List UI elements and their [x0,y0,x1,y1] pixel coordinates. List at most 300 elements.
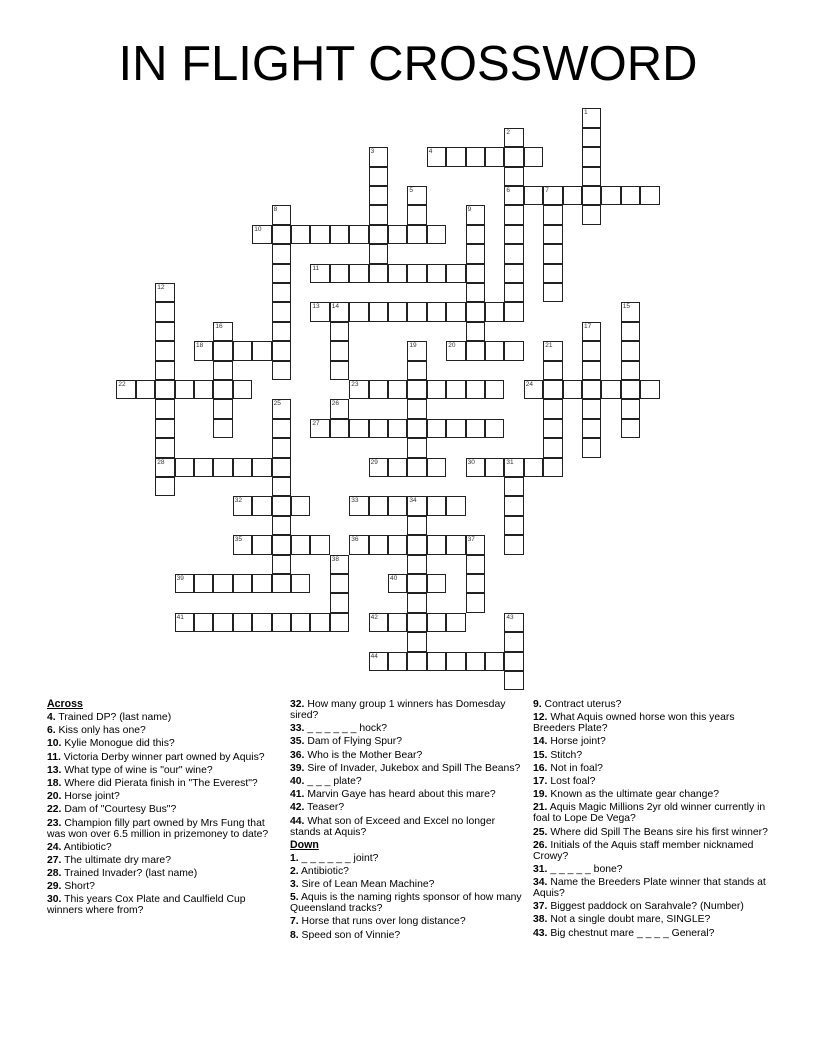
grid-cell[interactable] [407,652,426,671]
clue-number: 9 [467,206,472,214]
clue-item [533,864,773,875]
clue-text: Biggest paddock on Sarahvale? (Number) [547,901,744,913]
grid-cell[interactable] [233,341,252,360]
grid-cell[interactable] [388,613,407,632]
grid-cell[interactable] [485,652,504,671]
grid-cell[interactable] [427,147,446,166]
grid-cell[interactable] [582,205,601,224]
grid-cell[interactable] [466,574,485,593]
grid-cell[interactable] [543,399,562,418]
grid-cell[interactable] [407,302,426,321]
grid-cell[interactable] [155,419,174,438]
grid-cell[interactable] [349,419,368,438]
grid-cell[interactable] [446,652,465,671]
grid-cell[interactable] [524,380,543,399]
clue-number: 13 [312,303,320,311]
grid-cell[interactable] [543,419,562,438]
grid-cell[interactable] [369,419,388,438]
clue-number: 29 [370,458,378,466]
grid-cell[interactable] [388,535,407,554]
grid-cell[interactable] [369,458,388,477]
grid-cell[interactable] [601,380,620,399]
grid-cell[interactable] [388,419,407,438]
grid-cell[interactable] [466,341,485,360]
grid-cell[interactable] [446,302,465,321]
grid-cell[interactable] [388,225,407,244]
grid-cell[interactable] [252,613,271,632]
grid-cell[interactable] [194,613,213,632]
clue-text: Kiss only has one? [55,725,146,737]
grid-cell[interactable] [175,613,194,632]
clue-text: Speed son of Vinnie? [298,929,401,941]
grid-cell[interactable] [504,147,523,166]
grid-cell[interactable] [621,361,640,380]
grid-cell[interactable] [155,361,174,380]
grid-cell[interactable] [233,535,252,554]
grid-cell[interactable] [272,613,291,632]
grid-cell[interactable] [621,186,640,205]
grid-cell[interactable] [446,264,465,283]
grid-cell[interactable] [543,283,562,302]
grid-cell[interactable] [213,419,232,438]
grid-cell[interactable] [272,458,291,477]
grid-cell[interactable] [427,574,446,593]
grid-cell[interactable] [272,283,291,302]
grid-cell[interactable] [330,264,349,283]
clue-number-label: 7. [290,916,299,928]
clue-text: Contract uterus? [541,699,622,710]
grid-cell[interactable] [621,302,640,321]
clue-number: 32 [234,497,243,505]
clue-number-label: 13. [47,764,62,776]
grid-cell[interactable] [582,419,601,438]
grid-cell[interactable] [504,186,523,205]
grid-cell[interactable] [407,205,426,224]
clue-number: 26 [331,400,340,408]
grid-cell[interactable] [272,302,291,321]
grid-cell[interactable] [407,186,426,205]
grid-cell[interactable] [310,225,329,244]
grid-cell[interactable] [272,399,291,418]
grid-cell[interactable] [272,205,291,224]
grid-cell[interactable] [252,341,271,360]
grid-cell[interactable] [330,361,349,380]
clue-number: 20 [448,342,456,350]
grid-cell[interactable] [524,147,543,166]
grid-cell[interactable] [388,302,407,321]
grid-cell[interactable] [582,341,601,360]
grid-cell[interactable] [407,341,426,360]
grid-cell[interactable] [155,380,174,399]
grid-cell[interactable] [213,341,232,360]
grid-cell[interactable] [485,380,504,399]
grid-cell[interactable] [213,458,232,477]
grid-cell[interactable] [272,419,291,438]
grid-cell[interactable] [233,574,252,593]
grid-cell[interactable] [466,458,485,477]
clue-number: 30 [467,458,475,466]
grid-cell[interactable] [233,380,252,399]
grid-cell[interactable] [582,186,601,205]
grid-cell[interactable] [252,535,271,554]
grid-cell[interactable] [310,264,329,283]
grid-cell[interactable] [563,380,582,399]
grid-cell[interactable] [310,535,329,554]
grid-cell[interactable] [291,496,310,515]
grid-cell[interactable] [504,128,523,147]
grid-cell[interactable] [446,613,465,632]
grid-cell[interactable] [485,302,504,321]
grid-cell[interactable] [504,283,523,302]
grid-cell[interactable] [407,419,426,438]
clue-number-label: 33. [290,723,305,735]
grid-cell[interactable] [466,244,485,263]
grid-cell[interactable] [369,302,388,321]
clue-number-label: 31. [533,863,548,875]
grid-cell[interactable] [330,341,349,360]
grid-cell[interactable] [349,225,368,244]
grid-cell[interactable] [543,438,562,457]
grid-cell[interactable] [407,632,426,651]
clue-number-label: 17. [533,775,548,787]
clue-number: 21 [545,342,553,350]
grid-cell[interactable] [369,264,388,283]
grid-cell[interactable] [272,225,291,244]
clue-text: What son of Exceed and Excel no longer stands at Aquis? [290,815,496,838]
grid-cell[interactable] [504,477,523,496]
clue-text: _ _ _ plate? [304,775,362,787]
grid-cell[interactable] [407,399,426,418]
grid-cell[interactable] [504,652,523,671]
clue-number-label: 4. [47,712,56,723]
grid-cell[interactable] [369,147,388,166]
grid-cell[interactable] [504,535,523,554]
grid-cell[interactable] [369,244,388,263]
grid-cell[interactable] [621,380,640,399]
grid-cell[interactable] [504,613,523,632]
grid-cell[interactable] [330,555,349,574]
grid-cell[interactable] [369,496,388,515]
grid-cell[interactable] [446,535,465,554]
grid-cell[interactable] [233,496,252,515]
grid-cell[interactable] [640,380,659,399]
grid-cell[interactable] [330,302,349,321]
clue-number-label: 41. [290,789,305,801]
grid-cell[interactable] [213,613,232,632]
clue-number-label: 34. [533,877,548,889]
grid-cell[interactable] [543,341,562,360]
grid-cell[interactable] [388,496,407,515]
grid-cell[interactable] [194,574,213,593]
grid-cell[interactable] [213,361,232,380]
grid-cell[interactable] [349,380,368,399]
grid-cell[interactable] [330,574,349,593]
grid-cell[interactable] [369,225,388,244]
grid-cell[interactable] [252,225,271,244]
grid-cell[interactable] [446,341,465,360]
grid-cell[interactable] [466,302,485,321]
grid-cell[interactable] [485,419,504,438]
grid-cell[interactable] [621,419,640,438]
grid-cell[interactable] [524,458,543,477]
grid-cell[interactable] [582,167,601,186]
grid-cell[interactable] [213,574,232,593]
grid-cell[interactable] [582,380,601,399]
grid-cell[interactable] [504,244,523,263]
grid-cell[interactable] [466,555,485,574]
grid-cell[interactable] [446,496,465,515]
grid-cell[interactable] [543,380,562,399]
grid-cell[interactable] [504,496,523,515]
grid-cell[interactable] [427,264,446,283]
grid-cell[interactable] [252,574,271,593]
grid-cell[interactable] [252,458,271,477]
grid-cell[interactable] [155,458,174,477]
grid-cell[interactable] [427,496,446,515]
grid-cell[interactable] [543,205,562,224]
grid-cell[interactable] [155,477,174,496]
clue-number-label: 27. [47,854,62,866]
clue-item [533,877,773,899]
grid-cell[interactable] [330,322,349,341]
grid-cell[interactable] [601,186,620,205]
grid-cell[interactable] [213,380,232,399]
grid-cell[interactable] [504,302,523,321]
grid-cell[interactable] [504,458,523,477]
clue-item [290,816,526,838]
grid-cell[interactable] [427,302,446,321]
grid-cell[interactable] [466,380,485,399]
grid-cell[interactable] [272,341,291,360]
grid-cell[interactable] [349,302,368,321]
grid-cell[interactable] [466,264,485,283]
clue-number-label: 44. [290,815,305,827]
grid-cell[interactable] [524,186,543,205]
grid-cell[interactable] [582,147,601,166]
clue-item [290,750,526,761]
grid-cell[interactable] [310,419,329,438]
grid-cell[interactable] [407,555,426,574]
grid-cell[interactable] [582,322,601,341]
grid-cell[interactable] [388,380,407,399]
grid-cell[interactable] [504,341,523,360]
clue-number: 41 [176,613,184,621]
grid-cell[interactable] [407,496,426,515]
grid-cell[interactable] [582,361,601,380]
grid-cell[interactable] [466,322,485,341]
clue-number: 33 [351,497,359,505]
grid-cell[interactable] [407,458,426,477]
clue-item [290,802,526,813]
grid-cell[interactable] [194,458,213,477]
grid-cell[interactable] [621,322,640,341]
grid-cell[interactable] [504,264,523,283]
down-clue-list-part-2 [533,699,773,939]
grid-cell[interactable] [466,593,485,612]
grid-cell[interactable] [504,671,523,690]
grid-cell[interactable] [330,593,349,612]
grid-cell[interactable] [582,438,601,457]
grid-cell[interactable] [504,205,523,224]
grid-cell[interactable] [291,574,310,593]
grid-cell[interactable] [427,419,446,438]
grid-cell[interactable] [407,613,426,632]
grid-cell[interactable] [427,225,446,244]
grid-cell[interactable] [330,399,349,418]
clue-text: _ _ _ _ _ bone? [547,863,623,875]
clue-item [47,818,279,840]
grid-cell[interactable] [369,613,388,632]
clue-text: This years Cox Plate and Caulfield Cup winners where from? [47,894,246,917]
grid-cell[interactable] [485,147,504,166]
grid-cell[interactable] [621,399,640,418]
grid-cell[interactable] [233,458,252,477]
grid-cell[interactable] [136,380,155,399]
grid-cell[interactable] [466,283,485,302]
grid-cell[interactable] [446,380,465,399]
grid-cell[interactable] [272,244,291,263]
grid-cell[interactable] [194,380,213,399]
grid-cell[interactable] [116,380,135,399]
grid-cell[interactable] [582,108,601,127]
clue-number: 8 [273,206,278,214]
grid-cell[interactable] [543,244,562,263]
grid-cell[interactable] [369,186,388,205]
grid-cell[interactable] [582,128,601,147]
grid-cell[interactable] [407,380,426,399]
grid-cell[interactable] [369,205,388,224]
grid-cell[interactable] [427,380,446,399]
grid-cell[interactable] [621,341,640,360]
grid-cell[interactable] [175,574,194,593]
clue-item [47,752,279,763]
grid-cell[interactable] [407,264,426,283]
grid-cell[interactable] [155,322,174,341]
grid-cell[interactable] [233,613,252,632]
grid-cell[interactable] [427,535,446,554]
grid-cell[interactable] [330,613,349,632]
grid-cell[interactable] [330,419,349,438]
clue-text: Antibiotic? [61,841,112,853]
grid-cell[interactable] [427,458,446,477]
grid-cell[interactable] [543,186,562,205]
grid-cell[interactable] [310,302,329,321]
grid-cell[interactable] [407,516,426,535]
grid-cell[interactable] [272,264,291,283]
grid-cell[interactable] [155,302,174,321]
grid-cell[interactable] [272,361,291,380]
grid-cell[interactable] [582,399,601,418]
grid-cell[interactable] [388,574,407,593]
grid-cell[interactable] [194,341,213,360]
grid-cell[interactable] [485,458,504,477]
grid-cell[interactable] [369,380,388,399]
grid-cell[interactable] [272,496,291,515]
grid-cell[interactable] [272,322,291,341]
grid-cell[interactable] [175,458,194,477]
grid-cell[interactable] [504,225,523,244]
grid-cell[interactable] [369,535,388,554]
grid-cell[interactable] [272,516,291,535]
grid-cell[interactable] [272,477,291,496]
grid-cell[interactable] [446,419,465,438]
grid-cell[interactable] [504,167,523,186]
clue-text: Big chestnut mare _ _ _ _ General? [547,927,715,939]
clue-number-label: 39. [290,762,305,774]
grid-cell[interactable] [272,574,291,593]
grid-cell[interactable] [466,225,485,244]
grid-cell[interactable] [407,438,426,457]
grid-cell[interactable] [272,535,291,554]
grid-cell[interactable] [427,652,446,671]
grid-cell[interactable] [349,535,368,554]
grid-cell[interactable] [407,593,426,612]
grid-cell[interactable] [485,341,504,360]
grid-cell[interactable] [213,322,232,341]
grid-cell[interactable] [407,574,426,593]
grid-cell[interactable] [640,186,659,205]
grid-cell[interactable] [466,147,485,166]
grid-cell[interactable] [446,147,465,166]
grid-cell[interactable] [349,496,368,515]
grid-cell[interactable] [213,399,232,418]
clue-number: 31 [506,458,514,466]
grid-cell[interactable] [504,632,523,651]
grid-cell[interactable] [369,167,388,186]
grid-cell[interactable] [310,613,329,632]
clue-item [533,776,773,787]
grid-cell[interactable] [466,652,485,671]
grid-cell[interactable] [543,458,562,477]
grid-cell[interactable] [407,225,426,244]
grid-cell[interactable] [330,225,349,244]
grid-cell[interactable] [388,458,407,477]
clue-number-label: 42. [290,802,305,814]
grid-cell[interactable] [543,361,562,380]
grid-cell[interactable] [272,555,291,574]
grid-cell[interactable] [175,380,194,399]
grid-cell[interactable] [349,264,368,283]
grid-cell[interactable] [466,535,485,554]
grid-cell[interactable] [466,205,485,224]
grid-cell[interactable] [291,613,310,632]
grid-cell[interactable] [388,652,407,671]
clue-item [533,901,773,912]
grid-cell[interactable] [155,399,174,418]
grid-cell[interactable] [155,341,174,360]
grid-cell[interactable] [504,516,523,535]
grid-cell[interactable] [291,535,310,554]
grid-cell[interactable] [272,438,291,457]
grid-cell[interactable] [563,186,582,205]
grid-cell[interactable] [427,613,446,632]
grid-cell[interactable] [407,361,426,380]
clue-text: The ultimate dry mare? [61,854,171,866]
grid-cell[interactable] [155,283,174,302]
grid-cell[interactable] [407,535,426,554]
clue-number-label: 21. [533,802,548,814]
grid-cell[interactable] [543,264,562,283]
grid-cell[interactable] [252,496,271,515]
clue-text: Short? [61,881,95,893]
grid-cell[interactable] [388,264,407,283]
clue-item [47,738,279,749]
grid-cell[interactable] [369,652,388,671]
grid-cell[interactable] [155,438,174,457]
grid-cell[interactable] [466,419,485,438]
grid-cell[interactable] [543,225,562,244]
grid-cell[interactable] [291,225,310,244]
